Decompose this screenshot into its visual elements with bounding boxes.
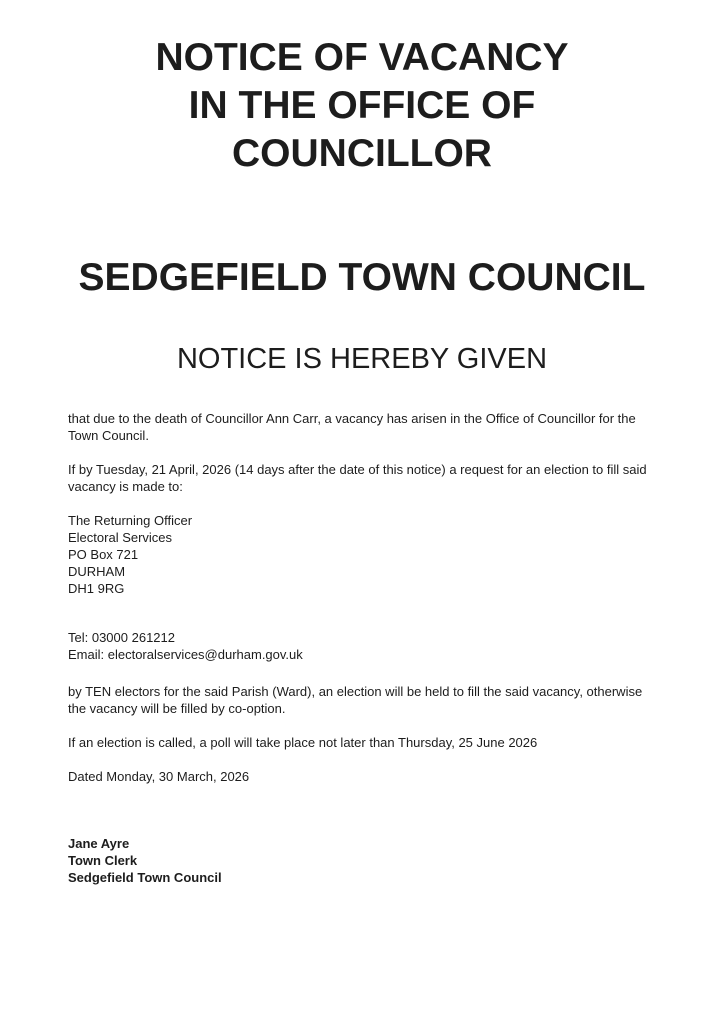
electors-paragraph: by TEN electors for the said Parish (Ward), an election will be held to fill the said vacancy, otherwise the vacancy will be filled by co-option. [68,684,643,716]
signatory-organisation: Sedgefield Town Council [68,870,222,885]
election-request-paragraph: If by Tuesday, 21 April, 2026 (14 days after the date of this notice) a request for an election to fill said vacancy is made to: [68,462,647,494]
poll-date-paragraph: If an election is called, a poll will take place not later than Thursday, 25 June 2026 [68,735,538,750]
notice-given-subheading: NOTICE IS HEREBY GIVEN [176,343,548,375]
contact-details [68,629,656,663]
intro-paragraph: that due to the death of Councillor Ann Carr, a vacancy has arisen in the Office of Councillor for the Town Council. [68,411,636,443]
returning-officer-address [68,512,656,597]
notice-title-line-3: COUNCILLOR [232,132,492,175]
email-line: Email: electoralservices@durham.gov.uk [68,647,303,662]
signatory-title: Town Clerk [68,853,138,868]
address-line-postcode: DH1 9RG [68,581,125,596]
address-line-city: DURHAM [68,564,126,579]
signature-block [68,835,656,886]
notice-title-line-1: NOTICE OF VACANCY [155,36,569,79]
council-name-heading: SEDGEFIELD TOWN COUNCIL [78,256,646,299]
dated-line: Dated Monday, 30 March, 2026 [68,769,250,784]
address-line-department: Electoral Services [68,530,173,545]
notice-title [68,34,656,178]
signatory-name: Jane Ayre [68,836,130,851]
telephone-line: Tel: 03000 261212 [68,630,175,645]
notice-title-line-2: IN THE OFFICE OF [188,84,536,127]
address-line-recipient: The Returning Officer [68,513,193,528]
address-line-pobox: PO Box 721 [68,547,139,562]
